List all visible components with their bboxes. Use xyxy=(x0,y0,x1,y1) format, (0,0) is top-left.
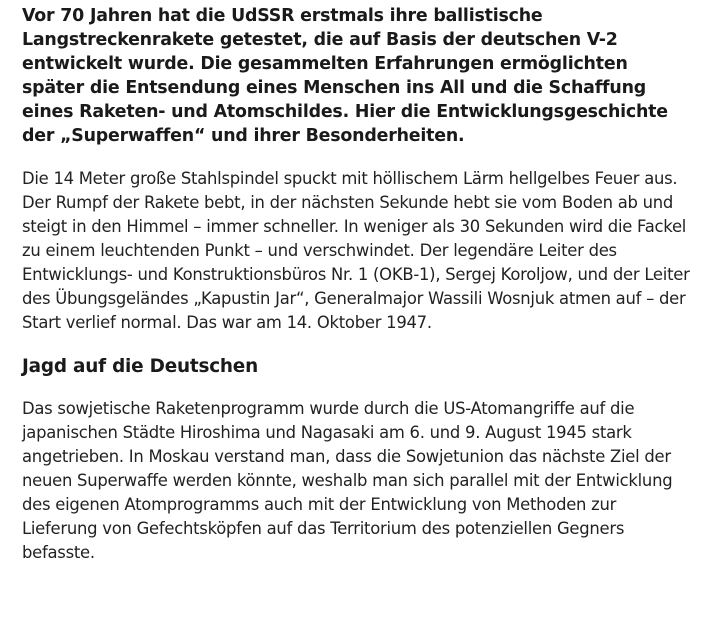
article-paragraph: Das sowjetische Raketenprogramm wurde durch die US-Atomangriffe auf die japanischen Städte Hiroshima und Nagasaki am 6. und 9. August 1945 stark angetrieben. In Moskau verstand man, dass die Sowjetunion das nächste Ziel der neuen Superwaffe werden könnte, weshalb man sich parallel mit der Entwicklung des eigenen Atomprogramms auch mit der Entwicklung von Methoden zur Lieferung von Gefechtsköpfen auf das Territorium des potenziellen Gegners befasste. xyxy=(22,399,673,562)
article-paragraph: Die 14 Meter große Stahlspindel spuckt mit höllischem Lärm hellgelbes Feuer aus. Der Rumpf der Rakete bebt, in der nächsten Sekunde hebt sie vom Boden ab und steigt in den Himmel – immer schneller. In weniger als 30 Sekunden wird die Fackel zu einem leuchtenden Punkt – und verschwindet. Der legendäre Leiter des Entwicklungs- und Konstruktionsbüros Nr. 1 (OKB-1), Sergej Koroljow, und der Leiter des Übungsgeländes „Kapustin Jar“, Generalmajor Wassili Wosnjuk atmen auf – der Start verlief normal. Das war am 14. Oktober 1947. xyxy=(22,169,690,332)
section-heading: Jagd auf die Deutschen xyxy=(22,356,258,377)
article-body xyxy=(22,4,694,584)
article-lead: Vor 70 Jahren hat die UdSSR erstmals ihre ballistische Langstreckenrakete getestet, die auf Basis der deutschen V-2 entwickelt wurde. Die gesammelten Erfahrungen ermöglichten später die Entsendung eines Menschen ins All und die Schaffung eines Raketen- und Atomschildes. Hier die Entwicklungsgeschichte der „Superwaffen“ und ihrer Besonderheiten. xyxy=(22,6,668,146)
